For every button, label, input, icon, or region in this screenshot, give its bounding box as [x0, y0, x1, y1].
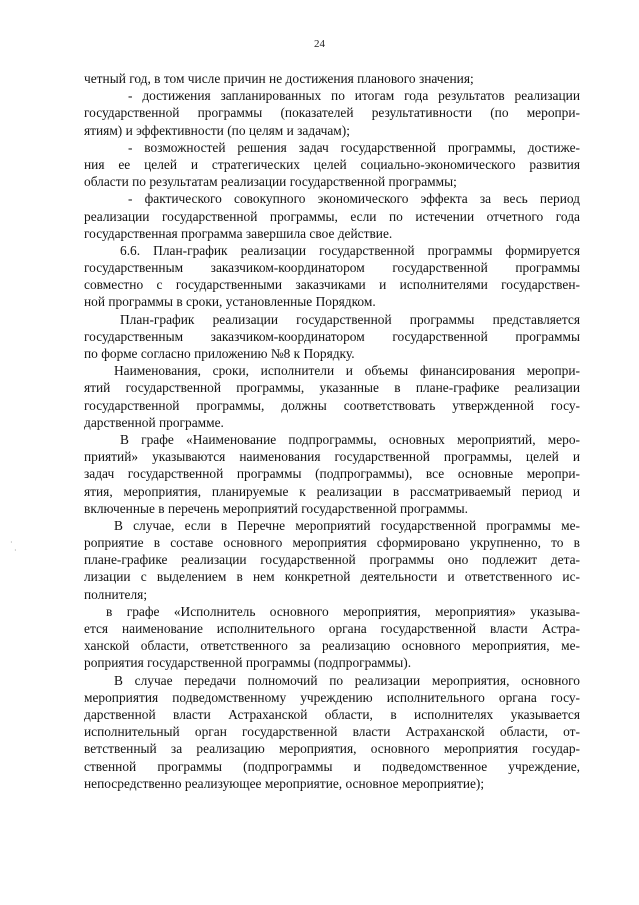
text-line: области по результатам реализации государственной программы; — [84, 174, 457, 190]
text-line: непосредственно реализующее мероприятие, основное мероприятие); — [84, 775, 485, 791]
text-line: исполнительный орган государственной власти Астраханской области, от- — [84, 724, 580, 740]
paragraph — [84, 139, 580, 191]
scan-speck: · — [10, 538, 13, 547]
text-line: дарственной власти Астраханской области, в исполнителях указывается — [84, 706, 580, 722]
text-line: приятий» указываются наименования государственной программы, целей и — [84, 449, 580, 465]
text-line: задач государственной программы (подпрограммы), все основные меропри- — [84, 466, 580, 482]
text-line: совместно с государственными заказчиками и исполнителями государствен- — [84, 277, 580, 293]
text-line: государственным заказчиком-координатором государственной программы — [84, 260, 580, 276]
text-line: - возможностей решения задач государственной программы, достиже- — [128, 139, 580, 155]
text-line: В случае передачи полномочий по реализации мероприятия, основного — [114, 672, 580, 688]
paragraph — [84, 362, 580, 431]
page-number: 24 — [314, 38, 325, 50]
text-line: План-график реализации государственной программы представляется — [120, 311, 580, 327]
paragraph — [84, 190, 580, 242]
text-line: дарственной программе. — [84, 414, 224, 430]
text-line: в графе «Исполнитель основного мероприятия, мероприятия» указыва- — [106, 603, 580, 619]
text-line: ственной программы (подпрограммы и подведомственное учреждение, — [84, 758, 580, 774]
text-line: включенные в перечень мероприятий государственной программы. — [84, 500, 468, 516]
paragraph — [84, 311, 580, 363]
text-line: 6.6. План-график реализации государственной программы формируется — [120, 242, 580, 258]
text-line: плане-графике реализации государственной программы оно подлежит дета- — [84, 552, 580, 568]
text-line: роприятие в составе основного мероприятия сформировано укрупненно, то в — [84, 535, 580, 551]
text-line: ветственный за реализацию мероприятия, основного мероприятия государ- — [84, 741, 580, 757]
text-line: реализации государственной программы, если по истечении отчетного года — [84, 208, 580, 224]
text-line: роприятия государственной программы (подпрограммы). — [84, 655, 412, 671]
paragraph — [84, 70, 580, 87]
text-line: государственным заказчиком-координатором государственной программы — [84, 328, 580, 344]
paragraph — [84, 431, 580, 517]
text-line: по форме согласно приложению №8 к Порядку. — [84, 346, 355, 361]
scan-speck: · — [14, 546, 17, 555]
text-line: В случае, если в Перечне мероприятий государственной программы ме- — [114, 517, 580, 533]
text-line: ятия, мероприятия, планируемые к реализации в рассматриваемый период и — [84, 483, 580, 499]
text-line: - фактического совокупного экономического эффекта за весь период — [128, 191, 580, 207]
paragraph — [84, 517, 580, 603]
text-line: Наименования, сроки, исполнители и объемы финансирования меропри- — [114, 363, 580, 379]
paragraph — [84, 242, 580, 311]
text-line: В графе «Наименование подпрограммы, основных мероприятий, меро- — [120, 431, 580, 447]
text-line: государственная программа завершила свое действие. — [84, 225, 393, 241]
text-line: ятий государственной программы, указанные в плане-графике реализации — [84, 380, 580, 396]
text-line: - достижения запланированных по итогам года результатов реализации — [128, 88, 580, 104]
text-line: мероприятия подведомственному учреждению исполнительного органа госу- — [84, 689, 580, 705]
text-line: государственной программы (показателей результативности (по меропри- — [84, 105, 580, 121]
text-line: лизации с выделением в нем конкретной деятельности и ответственного ис- — [84, 569, 580, 585]
paragraph — [84, 672, 580, 792]
document-body — [84, 70, 580, 792]
text-line: государственной программы, должны соответствовать утвержденной госу- — [84, 397, 580, 413]
text-line: ханской области, ответственного за реализацию основного мероприятия, ме- — [84, 638, 580, 654]
text-line: ния ее целей и стратегических целей социально-экономического развития — [84, 156, 580, 172]
paragraph — [84, 603, 580, 672]
text-line: четный год, в том числе причин не достижения планового значения; — [84, 71, 474, 86]
text-line: ется наименование исполнительного органа государственной власти Астра- — [84, 621, 580, 636]
text-line: полнителя; — [84, 586, 148, 602]
text-line: ятиям) и эффективности (по целям и задачам); — [84, 122, 350, 138]
text-line: ной программы в сроки, установленные Порядком. — [84, 294, 376, 310]
paragraph — [84, 87, 580, 139]
